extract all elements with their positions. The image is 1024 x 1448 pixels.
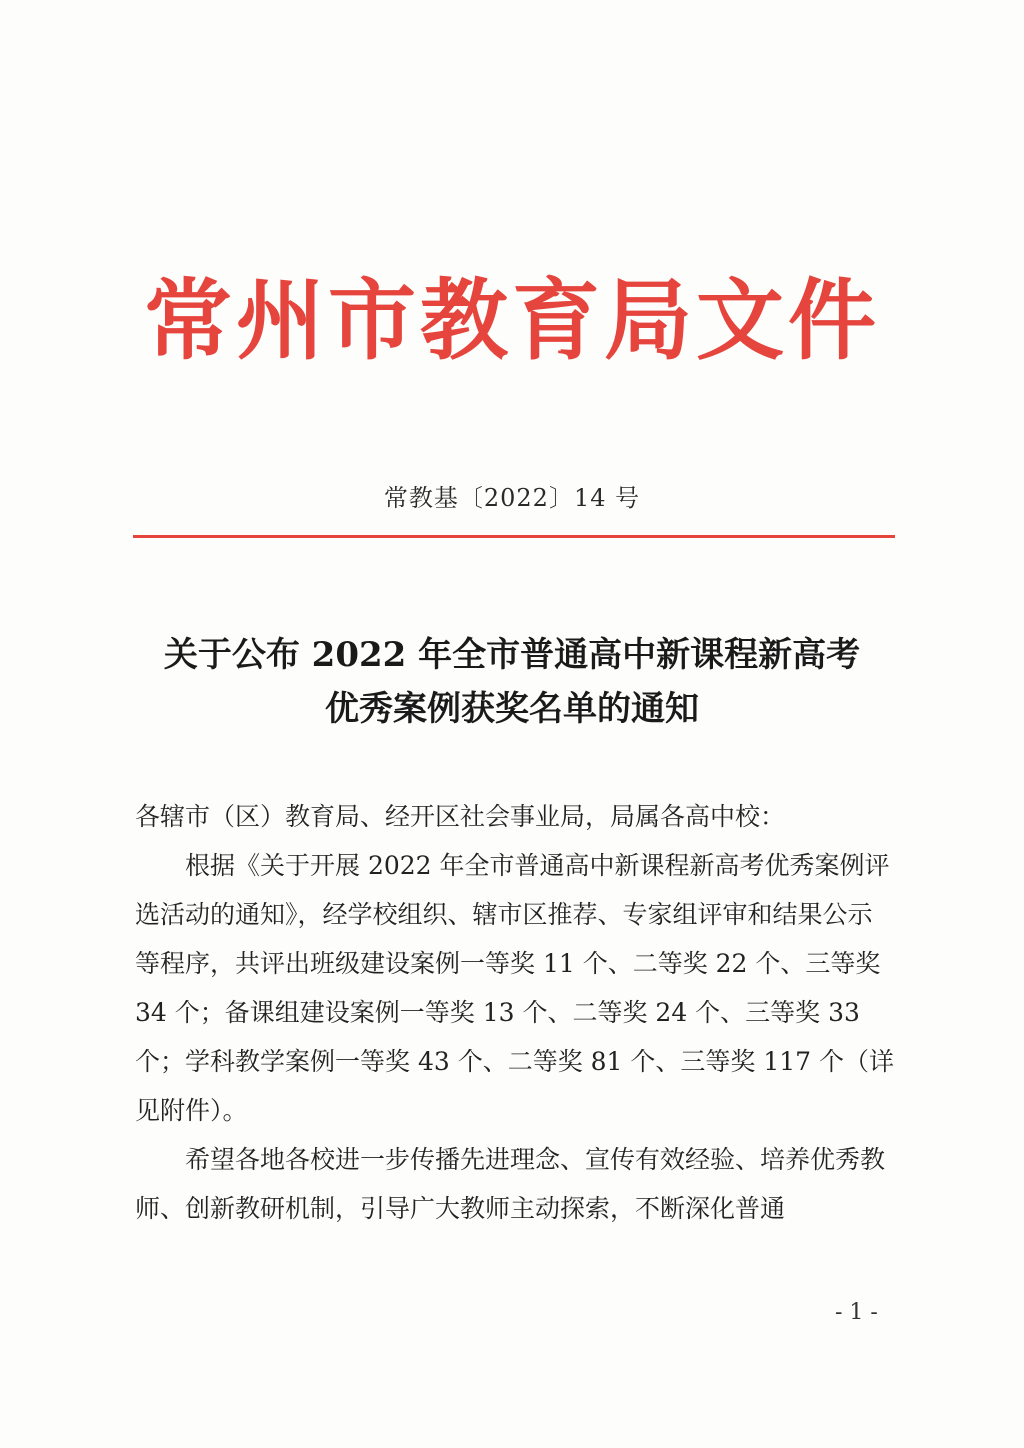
document-number: 常教基〔2022〕14 号 bbox=[383, 484, 641, 512]
red-divider-line bbox=[133, 535, 895, 538]
notice-title bbox=[100, 628, 924, 736]
page-number: - 1 - bbox=[835, 1300, 878, 1325]
notice-title-line-1: 关于公布 2022 年全市普通高中新课程新高考 bbox=[163, 635, 861, 675]
salutation: 各辖市（区）教育局、经开区社会事业局，局属各高中校： bbox=[135, 802, 786, 831]
body-paragraph-2: 希望各地各校进一步传播先进理念、宣传有效经验、培养优秀教师、创新教研机制，引导广大教师主动探索，不断深化普通 bbox=[135, 1145, 886, 1223]
body-paragraph-1: 根据《关于开展 2022 年全市普通高中新课程新高考优秀案例评选活动的通知》，经学校组织、辖市区推荐、专家组评审和结果公示等程序，共评出班级建设案例一等奖 11 个、二等奖 22 个、三等奖 34 个；备课组建设案例一等奖 13 个、二等奖 24 个、三等奖 33 个；学科教学案例一等奖 43 个、二等奖 81 个、三等奖 117 个（详见附件）。 bbox=[135, 851, 895, 1125]
masthead-title: 常州市教育局文件 bbox=[143, 269, 880, 372]
notice-body bbox=[135, 792, 895, 1233]
notice-title-line-2: 优秀案例获奖名单的通知 bbox=[325, 689, 699, 729]
